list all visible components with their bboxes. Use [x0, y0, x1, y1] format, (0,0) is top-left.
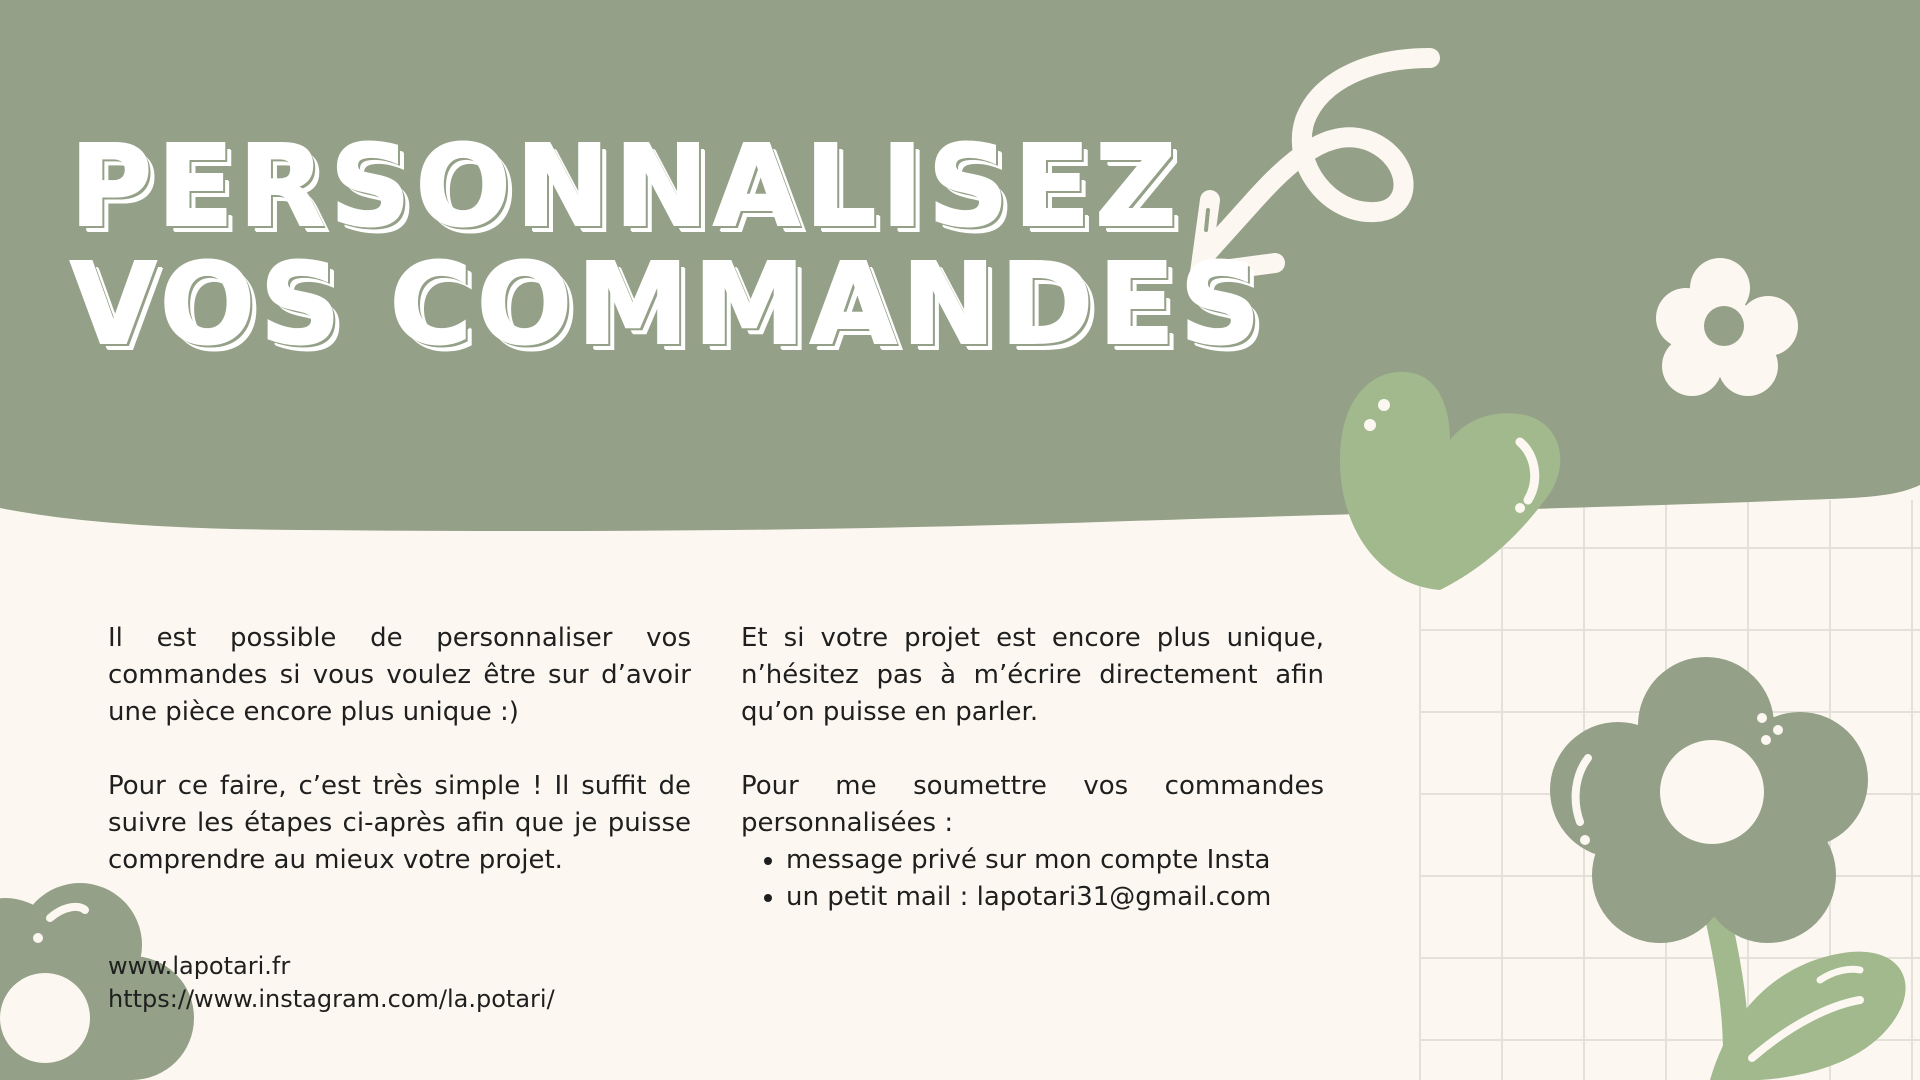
right-column: [741, 620, 1324, 916]
contact-methods-list: [741, 842, 1324, 916]
title-line-2: VOS COMMANDES: [70, 240, 1266, 370]
left-column: [108, 620, 691, 916]
steps-paragraph: Pour ce faire, c’est très simple ! Il suffit de suivre les étapes ci-après afin que je puisse comprendre au mieux votre projet.: [108, 771, 691, 875]
list-item: • message privé sur mon compte Insta: [786, 842, 1324, 879]
flower-icon: [1550, 657, 1906, 1080]
title-line-1: PERSONNALISEZ: [70, 122, 1182, 252]
page-title: [70, 122, 1266, 370]
intro-paragraph: Il est possible de personnaliser vos commandes si vous voulez être sur d’avoir une pièce encore plus unique :): [108, 623, 691, 727]
instagram-link[interactable]: https://www.instagram.com/la.potari/: [108, 985, 555, 1013]
footer-links: [108, 950, 555, 1016]
contact-paragraph: Et si votre projet est encore plus unique, n’hésitez pas à m’écrire directement afin qu’on puisse en parler.: [741, 623, 1324, 727]
list-item: • un petit mail : lapotari31@gmail.com: [786, 879, 1324, 916]
website-link[interactable]: www.lapotari.fr: [108, 952, 291, 980]
submit-paragraph: Pour me soumettre vos commandes personnalisées :: [741, 771, 1324, 838]
